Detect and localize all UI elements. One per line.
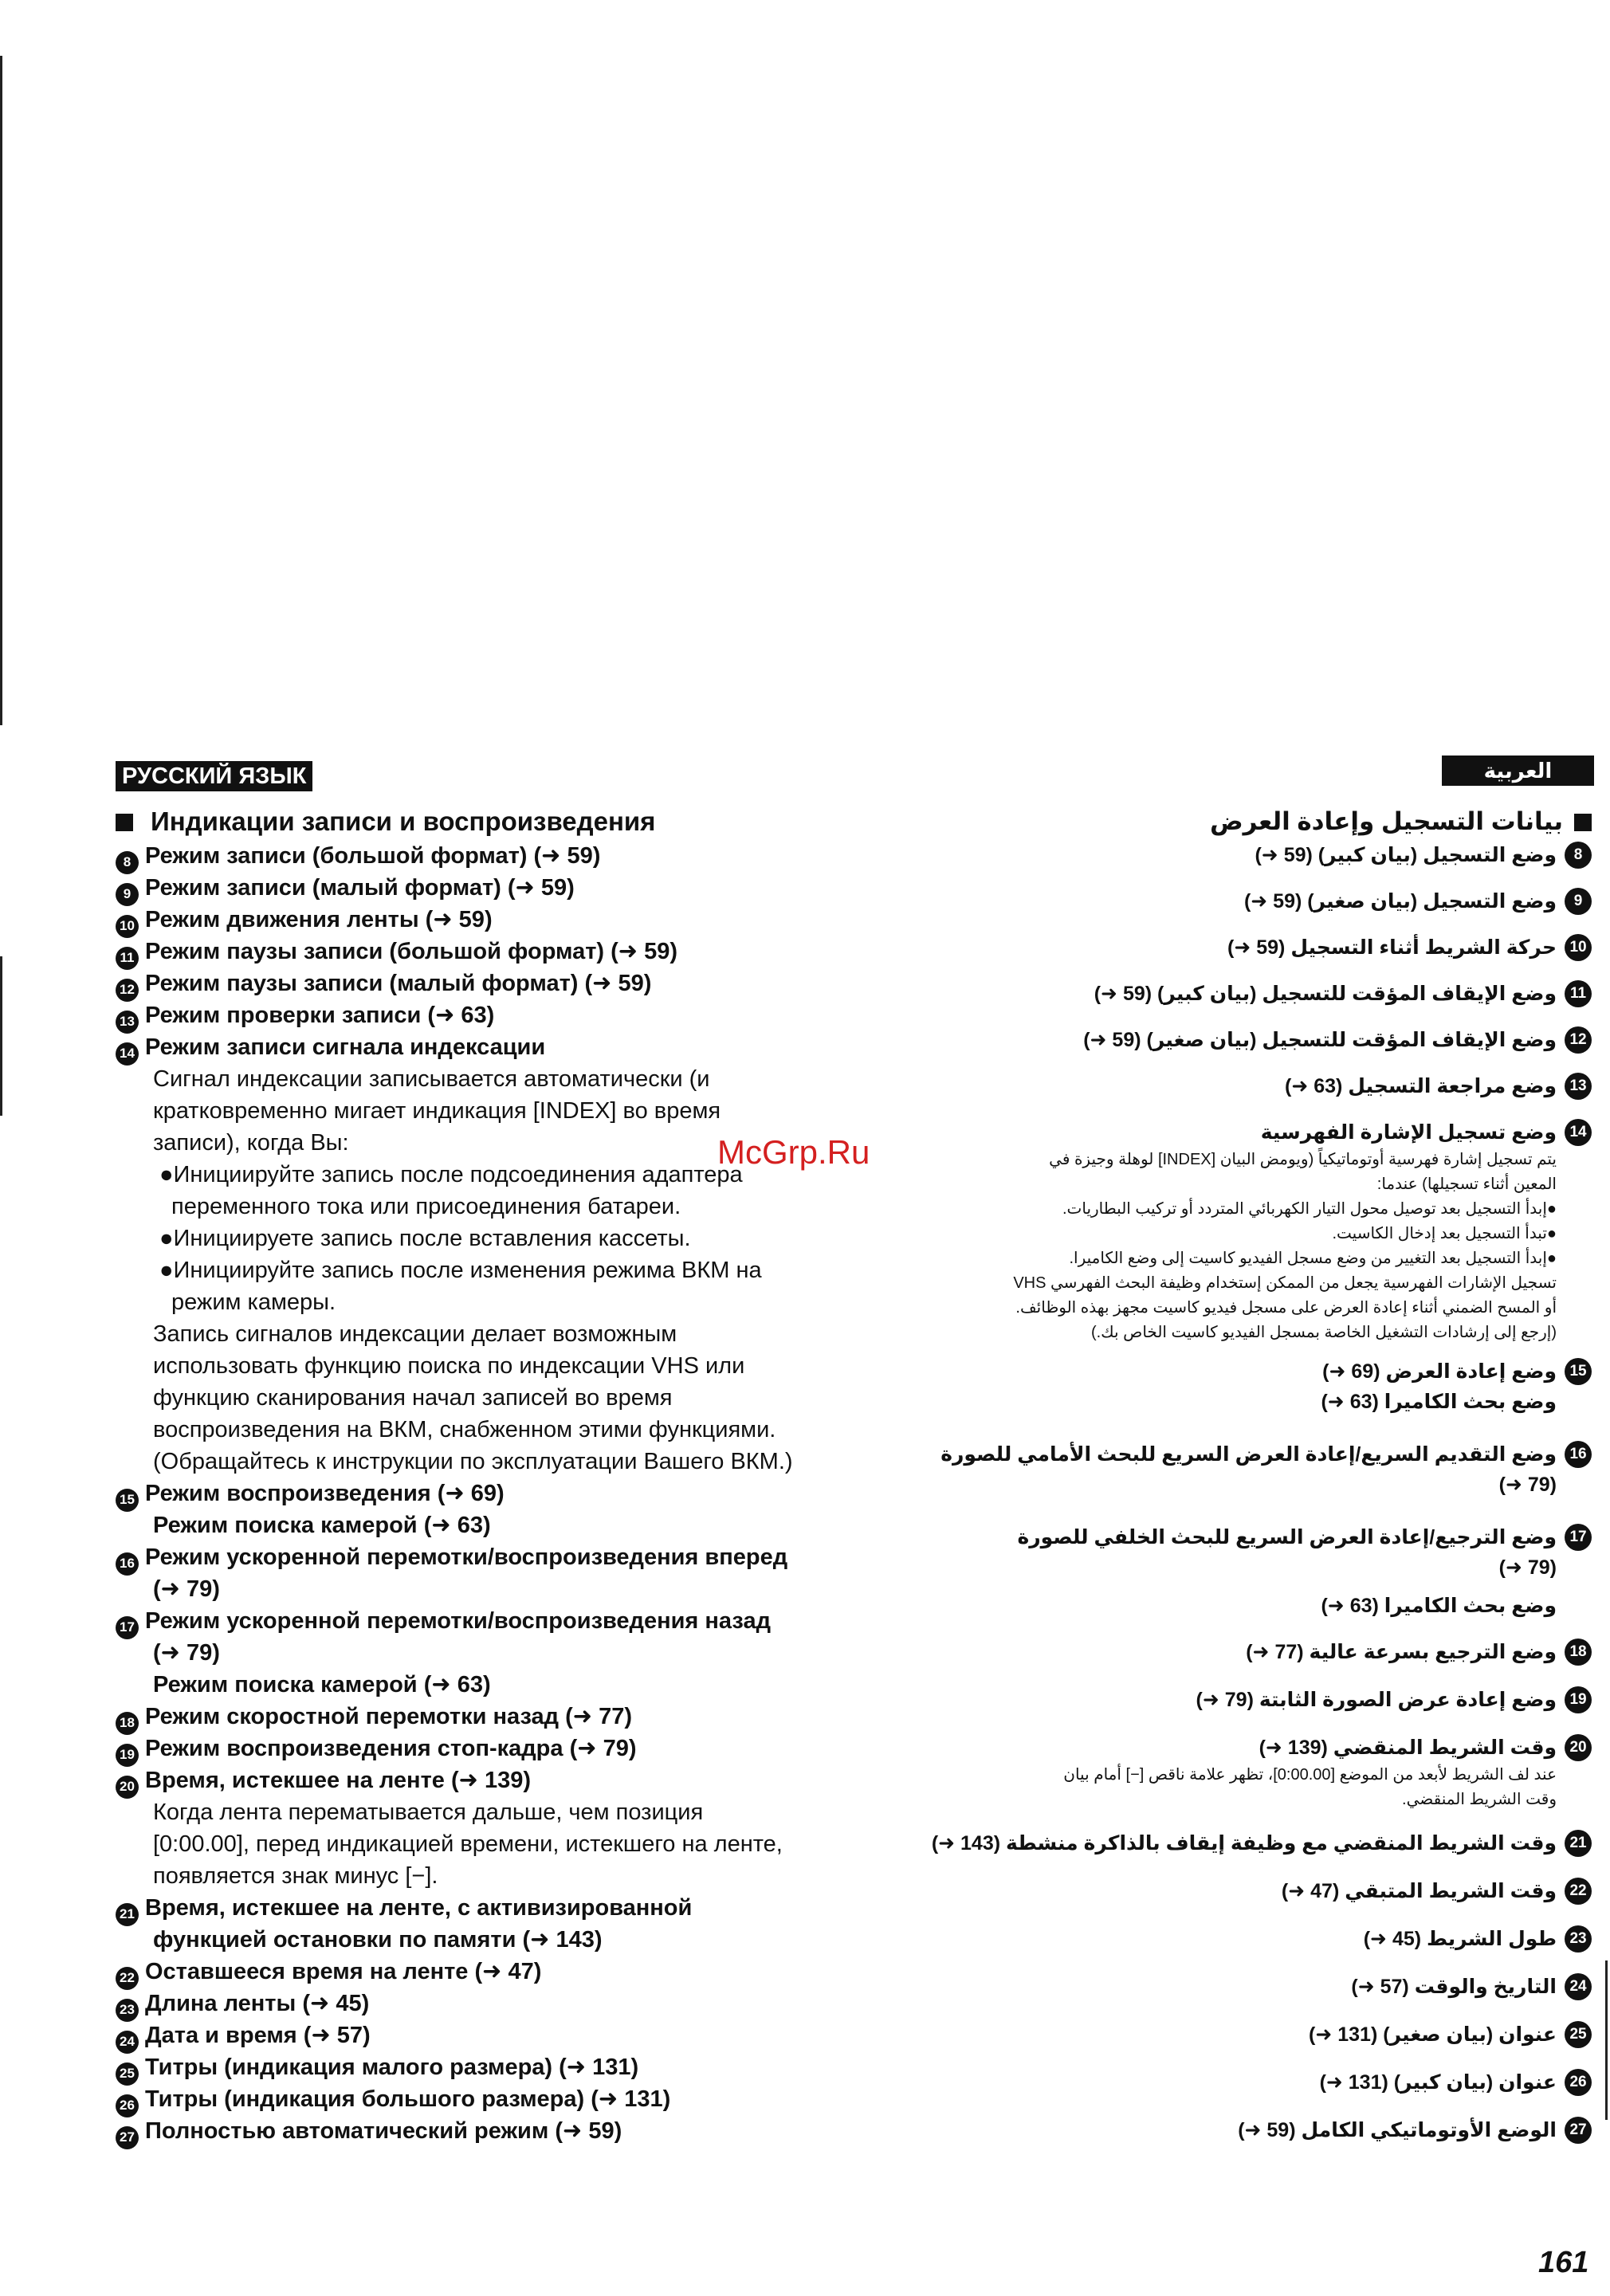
list-item-18-arabic <box>890 1637 1592 1667</box>
text-line: Запись сигналов индексации делает возможным <box>153 1321 677 1347</box>
item-text: وضع التسجيل (بيان كبير) (59 ➜) <box>1255 844 1557 866</box>
list-item-21 <box>116 1892 881 1924</box>
item-text: وضع إعادة العرض (69 ➜) <box>1322 1360 1557 1383</box>
circled-number-icon: 17 <box>116 1616 139 1639</box>
circled-number-icon: 23 <box>1565 1925 1592 1953</box>
item-text: وضع الترجيع بسرعة عالية (77 ➜) <box>1246 1641 1557 1663</box>
heading-text: Индикации записи и воспроизведения <box>151 807 656 836</box>
bullet-item: ●Инициируйте запись после подсоединения адаптера <box>159 1162 743 1187</box>
circled-number-icon: 18 <box>116 1712 139 1735</box>
circled-number-icon: 25 <box>1565 2021 1592 2048</box>
bullet-item: ●Инициируйте запись после изменения режима ВКМ на <box>159 1258 762 1283</box>
list-item-17-arabic <box>890 1522 1592 1552</box>
section-heading <box>116 803 881 840</box>
text-line: записи), когда Вы: <box>153 1130 349 1156</box>
list-item-17-sub-arabic: وضع بحث الكاميرا (63 ➜) <box>1321 1595 1557 1617</box>
circled-number-icon: 13 <box>116 1011 139 1034</box>
list-item-12-arabic <box>890 1025 1592 1055</box>
circled-number-icon: 16 <box>116 1552 139 1576</box>
item-text: Титры (индикация малого размера) (➜ 131) <box>145 2055 639 2080</box>
circled-number-icon: 9 <box>1565 888 1592 915</box>
text-line: تسجيل الإشارات الفهرسية يجعل من الممكن إستخدام وظيفة البحث الفهرسي VHS <box>1013 1274 1557 1292</box>
circled-number-icon: 10 <box>1565 934 1592 961</box>
circled-number-icon: 13 <box>1565 1073 1592 1100</box>
item-text: Время, истекшее на ленте (➜ 139) <box>145 1768 532 1793</box>
list-item-15-sub-arabic: وضع بحث الكاميرا (63 ➜) <box>1321 1391 1557 1413</box>
item-text: Режим скоростной перемотки назад (➜ 77) <box>145 1704 633 1729</box>
arabic-column <box>890 803 1592 2145</box>
list-item-24-arabic <box>890 1972 1592 2002</box>
item-text: وضع إعادة عرض الصورة الثابتة (79 ➜) <box>1196 1689 1557 1711</box>
list-item-16 <box>116 1541 881 1573</box>
item-text: Титры (индикация большого размера) (➜ 131) <box>145 2086 671 2112</box>
list-item-14 <box>116 1031 881 1063</box>
list-item-18 <box>116 1701 881 1733</box>
circled-number-icon: 11 <box>1565 980 1592 1007</box>
watermark: McGrp.Ru <box>717 1133 870 1171</box>
circled-number-icon: 11 <box>116 947 139 970</box>
list-item-11 <box>116 936 881 967</box>
item-text: طول الشريط (45 ➜) <box>1363 1928 1557 1950</box>
circled-number-icon: 21 <box>1565 1830 1592 1857</box>
item-text: Режим движения ленты (➜ 59) <box>145 907 493 932</box>
circled-number-icon: 19 <box>1565 1686 1592 1713</box>
list-item-9-arabic <box>890 886 1592 916</box>
circled-number-icon: 24 <box>1565 1973 1592 2000</box>
circled-number-icon: 23 <box>116 1999 139 2022</box>
list-item-22 <box>116 1956 881 1988</box>
item-text: وضع الإيقاف المؤقت للتسجيل (بيان صغير) (59 ➜) <box>1083 1029 1557 1051</box>
circled-number-icon: 18 <box>1565 1639 1592 1666</box>
list-item-10-arabic <box>890 932 1592 963</box>
text-line: воспроизведения на ВКМ, снабженном этими функциями. <box>153 1417 776 1442</box>
text-line: يتم تسجيل إشارة فهرسية أوتوماتيكياً (ويومض البيان [INDEX] لوهلة وجيزة في <box>1049 1151 1557 1168</box>
item-text: حركة الشريط أثناء التسجيل (59 ➜) <box>1227 936 1557 959</box>
circled-number-icon: 27 <box>1565 2117 1592 2144</box>
list-item-15-sub: Режим поиска камерой (➜ 63) <box>153 1513 491 1538</box>
item-text: وضع مراجعة التسجيل (63 ➜) <box>1285 1075 1557 1097</box>
list-item-16-arabic <box>890 1439 1592 1470</box>
text-line: Сигнал индексации записывается автоматически (и <box>153 1066 710 1092</box>
item-text: وقت الشريط المنقضي (139 ➜) <box>1259 1737 1557 1759</box>
item14-note <box>116 1318 881 1478</box>
circled-number-icon: 16 <box>1565 1441 1592 1468</box>
bullet-item-cont: переменного тока или присоединения батареи. <box>171 1194 681 1219</box>
circled-number-icon: 15 <box>1565 1358 1592 1385</box>
item-text: Время, истекшее на ленте, с активизированной <box>145 1895 693 1921</box>
item-text: وضع الترجيع/إعادة العرض السريع للبحث الخلفي للصورة <box>1017 1526 1557 1548</box>
item-text: Режим записи сигнала индексации <box>145 1034 546 1060</box>
list-item-26-arabic <box>890 2067 1592 2098</box>
text-line: функцию сканирования начал записей во время <box>153 1385 673 1411</box>
item-text: Режим воспроизведения (➜ 69) <box>145 1481 505 1506</box>
text-line: المعين أثناء تسجيلها) عندما: <box>1376 1175 1557 1193</box>
list-item-20 <box>116 1764 881 1796</box>
item-text: Режим паузы записи (большой формат) (➜ 59) <box>145 939 678 964</box>
circled-number-icon: 20 <box>1565 1734 1592 1761</box>
text-line: Когда лента перематывается дальше, чем позиция <box>153 1800 704 1825</box>
item14-description-arabic <box>890 1148 1592 1345</box>
item-text: Полностью автоматический режим (➜ 59) <box>145 2118 622 2144</box>
text-line: ●إبدأ التسجيل بعد التغيير من وضع مسجل الفيديو كاسيت إلى وضع الكاميرا. <box>1069 1250 1557 1267</box>
circled-number-icon: 22 <box>1565 1878 1592 1905</box>
scan-edge-line <box>0 56 2 725</box>
list-item-19-arabic <box>890 1685 1592 1715</box>
list-item-9 <box>116 872 881 904</box>
list-item-15-arabic <box>890 1356 1592 1387</box>
section-heading-arabic <box>890 803 1592 840</box>
item-text: الوضع الأوتوماتيكي الكامل (59 ➜) <box>1238 2119 1557 2141</box>
list-item-26 <box>116 2083 881 2115</box>
item-text: Дата и время (➜ 57) <box>145 2023 371 2048</box>
list-item-25-arabic <box>890 2019 1592 2050</box>
item20-description-arabic <box>890 1763 1592 1812</box>
list-item-27-arabic <box>890 2115 1592 2145</box>
scan-edge-line <box>0 956 2 1116</box>
text-line: использовать функцию поиска по индексации VHS или <box>153 1353 745 1379</box>
item-text: Режим воспроизведения стоп-кадра (➜ 79) <box>145 1736 637 1761</box>
item-text: Режим ускоренной перемотки/воспроизведения назад <box>145 1608 771 1634</box>
list-item-17-cont-arabic: (79 ➜) <box>1498 1556 1557 1579</box>
list-item-14-arabic <box>890 1117 1592 1148</box>
item-text: وقت الشريط المتبقي (47 ➜) <box>1281 1880 1557 1902</box>
list-item-23 <box>116 1988 881 2019</box>
list-item-15 <box>116 1478 881 1509</box>
list-item-25 <box>116 2051 881 2083</box>
text-line: عند لف الشريط لأبعد من الموضع [0:00.00]، تظهر علامة ناقص [−] أمام بيان <box>1063 1766 1557 1784</box>
text-line: ●تبدأ التسجيل بعد إدخال الكاسيت. <box>1332 1225 1557 1242</box>
item-text: Режим паузы записи (малый формат) (➜ 59) <box>145 971 652 996</box>
item-text: Режим проверки записи (➜ 63) <box>145 1003 495 1028</box>
list-item-12 <box>116 967 881 999</box>
item-text: Режим записи (малый формат) (➜ 59) <box>145 875 575 901</box>
square-bullet-icon <box>116 814 133 831</box>
circled-number-icon: 19 <box>116 1744 139 1767</box>
list-item-20-arabic <box>890 1733 1592 1763</box>
item-text: وضع التسجيل (بيان صغير) (59 ➜) <box>1243 890 1557 913</box>
list-item-17 <box>116 1605 881 1637</box>
item20-description <box>116 1796 881 1892</box>
page-number: 161 <box>1538 2246 1589 2279</box>
item-text: Оставшееся время на ленте (➜ 47) <box>145 1959 542 1984</box>
item-text: Длина ленты (➜ 45) <box>145 1991 370 2016</box>
item-text: وضع الإيقاف المؤقت للتسجيل (بيان كبير) (59 ➜) <box>1094 983 1557 1005</box>
text-line: ●إبدأ التسجيل بعد توصيل محول التيار الكهربائي المتردد أو تركيب البطاريات. <box>1062 1200 1557 1218</box>
text-line: появляется знак минус [−]. <box>153 1863 438 1889</box>
item-text: عنوان (بيان صغير) (131 ➜) <box>1309 2023 1557 2046</box>
list-item-10 <box>116 904 881 936</box>
circled-number-icon: 14 <box>116 1042 139 1066</box>
circled-number-icon: 25 <box>116 2062 139 2086</box>
list-item-11-arabic <box>890 979 1592 1009</box>
item-text: عنوان (بيان كبير) (131 ➜) <box>1319 2071 1557 2094</box>
text-line: (إرجع إلى إرشادات التشغيل الخاصة بمسجل الفيديو كاسيت الخاص بك.) <box>1090 1324 1557 1341</box>
language-tag-arabic: العربية <box>1442 756 1594 786</box>
circled-number-icon: 20 <box>116 1776 139 1799</box>
circled-number-icon: 21 <box>116 1903 139 1926</box>
heading-text: بيانات التسجيل وإعادة العرض <box>1209 807 1563 835</box>
list-item-16-cont-arabic: (79 ➜) <box>1498 1474 1557 1496</box>
list-item-19 <box>116 1733 881 1764</box>
item-text: وضع تسجيل الإشارة الفهرسية <box>1260 1121 1557 1144</box>
circled-number-icon: 17 <box>1565 1524 1592 1551</box>
item-text: التاريخ والوقت (57 ➜) <box>1351 1976 1557 1998</box>
list-item-13 <box>116 999 881 1031</box>
circled-number-icon: 26 <box>116 2094 139 2117</box>
circled-number-icon: 27 <box>116 2126 139 2149</box>
list-item-8-arabic <box>890 840 1592 870</box>
list-item-22-arabic <box>890 1876 1592 1906</box>
russian-column <box>116 803 881 2147</box>
scan-edge-line <box>1605 1960 1608 2120</box>
text-line: (Обращайтесь к инструкции по эксплуатации Вашего ВКМ.) <box>153 1449 793 1474</box>
list-item-23-arabic <box>890 1924 1592 1954</box>
item-text: وضع التقديم السريع/إعادة العرض السريع للبحث الأمامي للصورة <box>940 1443 1557 1466</box>
circled-number-icon: 26 <box>1565 2069 1592 2096</box>
square-bullet-icon <box>1574 814 1592 831</box>
list-item-16-cont: (➜ 79) <box>153 1576 220 1602</box>
circled-number-icon: 14 <box>1565 1119 1592 1146</box>
list-item-27 <box>116 2115 881 2147</box>
list-item-8 <box>116 840 881 872</box>
list-item-17-sub: Режим поиска камерой (➜ 63) <box>153 1672 491 1697</box>
circled-number-icon: 12 <box>1565 1026 1592 1054</box>
bullet-item-cont: режим камеры. <box>171 1289 336 1315</box>
circled-number-icon: 9 <box>116 883 139 906</box>
item-text: وقت الشريط المنقضي مع وظيفة إيقاف بالذاكرة منشطة (143 ➜) <box>931 1832 1557 1854</box>
circled-number-icon: 15 <box>116 1489 139 1512</box>
bullet-item: ●Инициируете запись после вставления кассеты. <box>159 1226 691 1251</box>
list-item-21-arabic <box>890 1828 1592 1858</box>
item-text: Режим ускоренной перемотки/воспроизведения вперед <box>145 1544 788 1570</box>
language-tag-russian: РУССКИЙ ЯЗЫК <box>116 761 312 791</box>
list-item-24 <box>116 2019 881 2051</box>
circled-number-icon: 8 <box>1565 842 1592 869</box>
list-item-13-arabic <box>890 1071 1592 1101</box>
circled-number-icon: 8 <box>116 851 139 874</box>
circled-number-icon: 24 <box>116 2031 139 2054</box>
text-line: кратковременно мигает индикация [INDEX] во время <box>153 1098 721 1124</box>
list-item-17-cont: (➜ 79) <box>153 1640 220 1666</box>
circled-number-icon: 22 <box>116 1967 139 1990</box>
circled-number-icon: 12 <box>116 979 139 1002</box>
text-line: وقت الشريط المنقضي. <box>1402 1791 1557 1808</box>
item-text: Режим записи (большой формат) (➜ 59) <box>145 843 601 869</box>
list-item-21-cont: функцией остановки по памяти (➜ 143) <box>153 1927 603 1953</box>
text-line: أو المسح الضمني أثناء إعادة العرض على مسجل فيديو كاسيت مجهز بهذه الوظائف. <box>1015 1299 1557 1317</box>
text-line: [0:00.00], перед индикацией времени, истекшего на ленте, <box>153 1831 783 1857</box>
circled-number-icon: 10 <box>116 915 139 938</box>
